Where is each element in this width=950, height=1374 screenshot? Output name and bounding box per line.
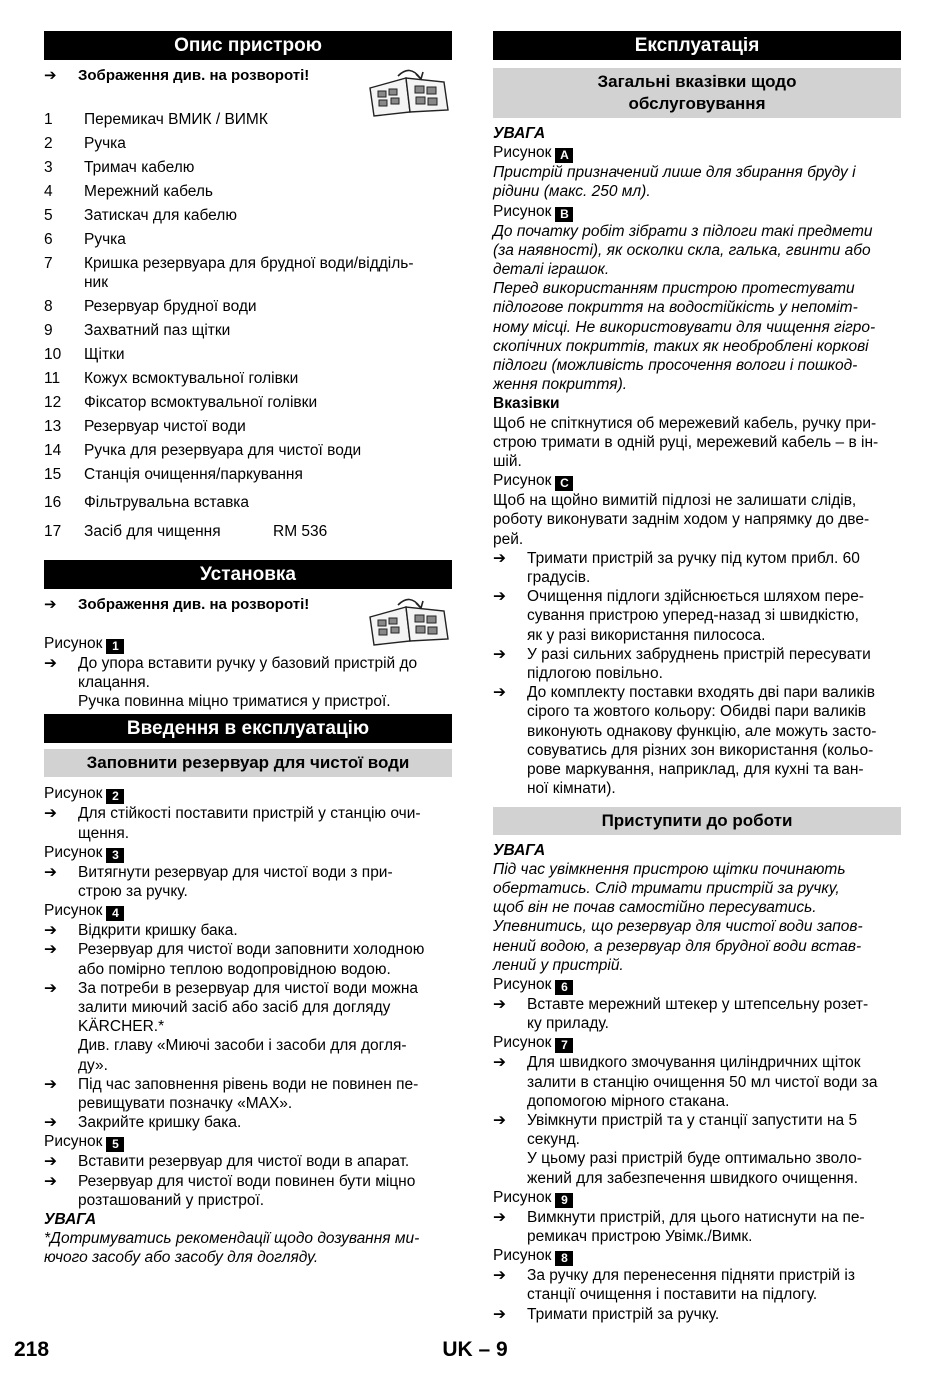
figure-reference: Рисунок C [493,471,901,491]
figure-reference: Рисунок 3 [44,843,452,863]
warning-heading: УВАГА [44,1211,97,1229]
right-column [493,31,901,1324]
list-item: 1 Перемикач ВМИК / ВИМК [44,111,268,128]
figure-reference: Рисунок 8 [493,1246,901,1266]
figure-reference: Рисунок 4 [44,901,452,921]
arrow-icon: ➔ [44,1172,57,1190]
section-heading-installation: Установка [44,560,452,589]
section-page-label: UK – 9 [442,1338,508,1361]
arrow-icon: ➔ [44,1153,57,1171]
figure-reference: Рисунок 2 [44,784,452,804]
instruction-step: ➔ Вставте мережний штекер у штепсельну розет- ку приладу. [493,995,869,1033]
warning-heading: УВАГА [493,841,546,859]
arrow-icon: ➔ [493,1054,506,1072]
arrow-icon: ➔ [44,863,57,881]
instruction-step: ➔ Витягнути резервуар для чистої води з при- строю за ручку. [44,863,393,901]
instruction-step: ➔ Увімкнути пристрій та у станції запустити на 5 секунд. У цьому разі пристрій буде оптимально зволо- жений для забезпечення швидкого очищення. [493,1111,862,1187]
figure-badge: 2 [106,789,124,804]
list-item: 15 Станція очищення/паркування [44,466,303,484]
figure-badge: 5 [106,1137,124,1152]
instruction-step: ➔ Для швидкого змочування циліндричних щіток залити в станцію очищення 50 мл чистої води за допомогою мірного стакана. [493,1054,878,1110]
figure-badge: 3 [106,848,124,863]
arrow-icon: ➔ [44,67,57,84]
figure-badge: C [555,476,573,491]
arrow-icon: ➔ [493,1267,506,1285]
arrow-icon: ➔ [493,549,506,567]
figure-badge: 6 [555,980,573,995]
instruction-step: ➔ Резервуар для чистої води заповнити холодною або помірно теплою водопровідною водою. [44,941,425,978]
instruction-step: ➔ Для стійкості поставити пристрій у станцію очи- щення. [44,805,421,842]
figure-badge: 9 [555,1193,573,1208]
list-item: 4 Мережний кабель [44,183,213,200]
instruction-step: ➔ За ручку для перенесення підняти пристрій із станції очищення і поставити на підлогу. [493,1267,855,1304]
figure-badge: 1 [106,639,124,654]
arrow-icon: ➔ [44,922,57,940]
instruction-step: ➔ До упора вставити ручку у базовий пристрій до клацання. Ручка повинна міцно триматися у пристрої. [44,654,418,711]
list-item: 17 Засіб для чищення RM 536 [44,522,328,540]
figure-badge: A [555,148,573,163]
list-item: 6 Ручка [44,231,126,248]
instruction-step: ➔ У разі сильних забруднень пристрій пересувати підлогою повільно. [493,645,871,683]
list-item: 11 Кожух всмоктувальної голівки [44,370,299,388]
instruction-step: ➔ Закрийте кришку бака. [44,1114,242,1132]
list-item: 16 Фільтрувальна вставка [44,494,250,512]
figure-badge: 8 [555,1251,573,1266]
list-item: 13 Резервуар чистої води [44,418,246,436]
subheading-fill-tank: Заповнити резервуар для чистої води [44,749,452,777]
arrow-icon: ➔ [44,1114,57,1132]
page-number: 218 [14,1338,50,1361]
arrow-icon: ➔ [493,645,506,663]
arrow-icon: ➔ [493,588,506,606]
section-heading-commissioning: Введення в експлуатацію [44,714,452,743]
instruction-step: ➔ Вставити резервуар для чистої води в апарат. [44,1153,410,1171]
left-column [44,31,452,1268]
figure-reference: Рисунок 5 [44,1132,452,1152]
figure-reference: Рисунок A [493,143,901,163]
arrow-icon: ➔ [44,941,57,959]
list-item: 9 Захватний паз щітки [44,322,231,340]
list-item: 12 Фіксатор всмоктувальної голівки [44,394,318,412]
see-foldout-note: ➔ Зображення див. на розвороті! [44,67,310,84]
arrow-icon: ➔ [44,654,57,672]
instruction-step: ➔ Очищення підлоги здійснюється шляхом пере- сування пристрою уперед-назад зі швидкістю, як у разі використання пилососа. [493,588,864,644]
figure-reference: Рисунок 9 [493,1188,901,1208]
instruction-step: ➔ Резервуар для чистої води повинен бути міцно розташований у пристрої. [44,1172,416,1209]
figure-reference: Рисунок 1 [44,634,452,654]
notes-text: Щоб не спіткнутися об мережевий кабель, ручку при- строю тримати в одній руці, мережевий кабель – в ін- шій. [493,414,879,471]
subheading-general-notes: Загальні вказівки щодо обслуговування [493,68,901,118]
subheading-start-work: Приступити до роботи [493,807,901,835]
arrow-icon: ➔ [44,1075,57,1093]
arrow-icon: ➔ [44,805,57,823]
list-item: 5 Затискач для кабелю [44,207,237,224]
instruction-step: ➔ Відкрити кришку бака. [44,922,238,940]
arrow-icon: ➔ [493,1111,506,1129]
instruction-step: ➔ За потреби в резервуар для чистої води можна залити миючий засіб або засіб для догляду KÄRCHER.* Див. главу «Миючі засоби і засоби для догля- ду». [44,979,419,1074]
section-heading-description: Опис пристрою [44,31,452,60]
warning-text: Пристрій призначений лише для збирання бруду і рідини (макс. 250 мл). [493,164,856,201]
instruction-step: ➔ Під час заповнення рівень води не повинен пе- ревищувати позначку «MAX». [44,1075,419,1113]
list-item: 10 Щітки [44,346,125,364]
list-item: 8 Резервуар брудної води [44,298,257,316]
product-code: RM 536 [273,522,328,540]
list-item: 7 Кришка резервуара для брудної води/відділь- ник [44,255,414,292]
open-book-icon [366,66,452,118]
instruction-step: ➔ Тримати пристрій за ручку під кутом прибл. 60 градусів. [493,549,860,587]
figure-badge: 7 [555,1038,573,1053]
arrow-icon: ➔ [44,595,57,613]
figure-reference: Рисунок 7 [493,1033,901,1053]
instruction-step: ➔ Тримати пристрій за ручку. [493,1305,720,1323]
arrow-icon: ➔ [493,1208,506,1226]
figure-reference: Рисунок B [493,202,901,222]
arrow-icon: ➔ [44,979,57,997]
body-text: Щоб на щойно вимитій підлозі не залишати слідів, роботу виконувати заднім ходом у напрямку до две- рей. [493,492,870,548]
figure-reference: Рисунок 6 [493,975,901,995]
notes-heading: Вказівки [493,395,560,413]
arrow-icon: ➔ [493,995,506,1013]
open-book-icon [366,595,452,647]
arrow-icon: ➔ [493,1305,506,1323]
warning-text: *Дотримуватись рекомендації щодо дозування ми- ючого засобу або засобу для догляду. [44,1230,420,1267]
warning-text: Під час увімкнення пристрою щітки починають обертатись. Слід тримати пристрій за ручку, щоб він не почав самостійно пересуватись. Упевнитись, що резервуар для чистої води запов- нений водою, а резервуар для брудної води встав- лений у пристрій. [493,860,863,974]
list-item: 14 Ручка для резервуара для чистої води [44,442,362,460]
figure-badge: B [555,207,573,222]
arrow-icon: ➔ [493,684,506,702]
section-heading-operation: Експлуатація [493,31,901,60]
list-item: 3 Тримач кабелю [44,159,195,176]
warning-heading: УВАГА [493,125,546,142]
instruction-step: ➔ До комплекту поставки входять дві пари валиків сірого та жовтого кольору: Обидві пари валиків виконують однакову функцію, але можуть засто- совуватись для різних зон використання (кольо- рове маркування, наприклад, для кухні та ван- ної кімнати). [493,684,877,798]
warning-text: До початку робіт зібрати з підлоги такі предмети (за наявності), як осколки скла, галька, гвинти або деталі іграшок. Перед використанням пристрою протестувати підлогове покриття на водостійкість у непоміт- ному місці. Не використовувати для чищення гігро- скопічних покриттів, таких як необроблені коркові підлоги (можливість просочення вологи і пошкод- ження покриття). [493,222,876,394]
list-item: 2 Ручка [44,135,126,152]
figure-badge: 4 [106,906,124,921]
instruction-step: ➔ Вимкнути пристрій, для цього натиснути на пе- ремикач пристрою Увімк./Вимк. [493,1208,865,1245]
see-foldout-note: ➔ Зображення див. на розвороті! [44,595,310,613]
parts-list [44,110,452,541]
